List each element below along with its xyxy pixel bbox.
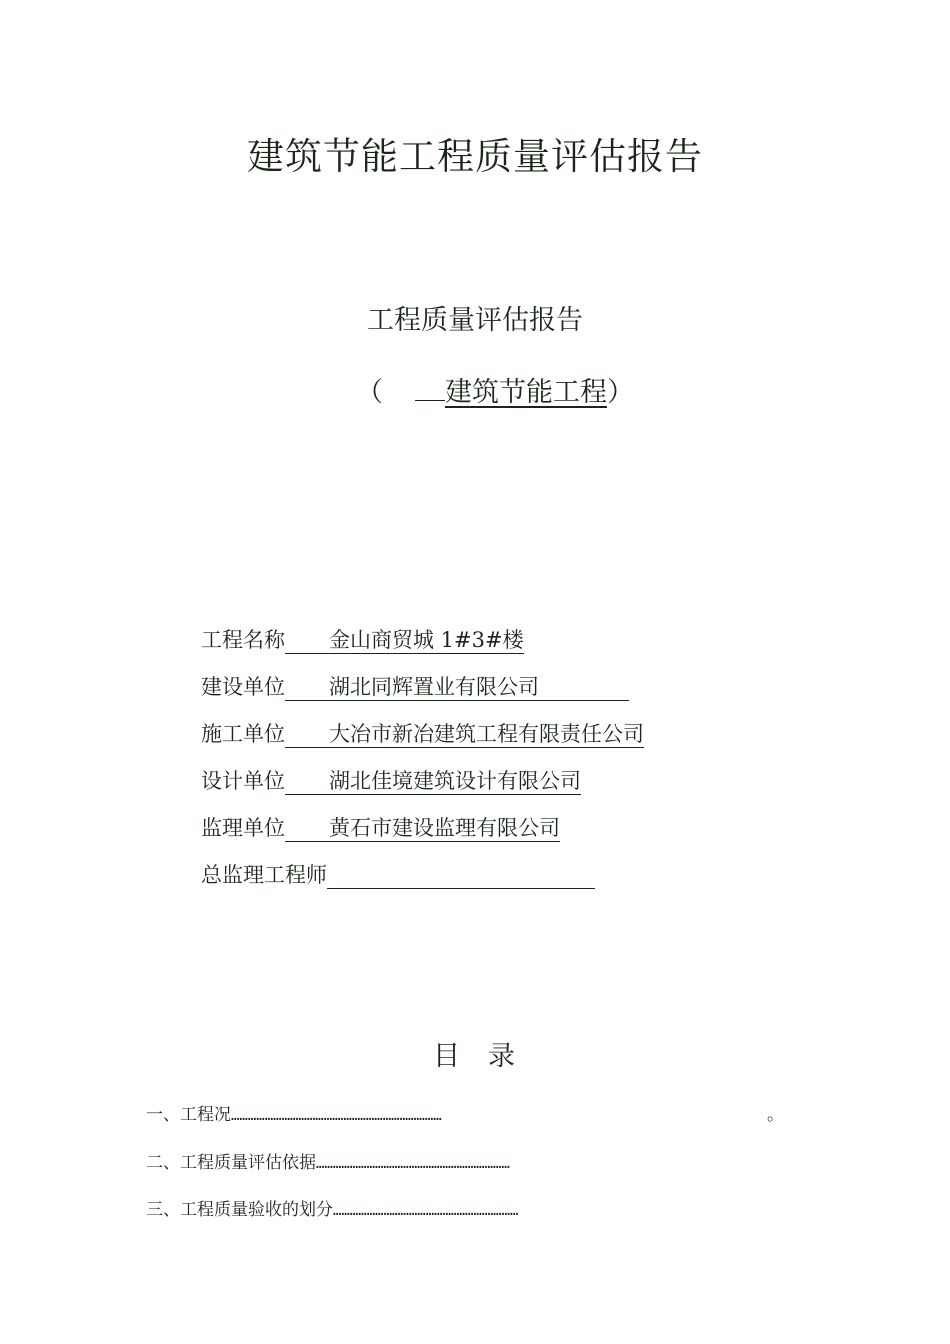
report-subtitle: 工程质量评估报告 — [367, 305, 583, 336]
underline-tail — [539, 675, 629, 701]
document-main-title: 建筑节能工程质量评估报告 — [247, 135, 703, 178]
signature-blank — [327, 863, 595, 889]
toc-title-right: 录 — [488, 1041, 515, 1072]
info-value: 湖北同辉置业有限公司 — [285, 674, 539, 701]
info-value: 黄石市建设监理有限公司 — [285, 815, 560, 842]
info-row-project-name — [201, 624, 524, 654]
project-type-text: 建筑节能工程 — [445, 377, 607, 408]
info-value: 金山商贸城 1#3#楼 — [285, 627, 524, 654]
toc-title-left: 目 — [433, 1041, 460, 1072]
toc-item-text: 二、工程质量评估依据 — [146, 1153, 316, 1173]
info-value: 湖北佳境建筑设计有限公司 — [285, 768, 581, 795]
toc-item[interactable] — [146, 1195, 796, 1220]
toc-title — [433, 1034, 515, 1073]
info-label: 施工单位 — [201, 722, 285, 746]
toc-item-text: 一、工程况 — [146, 1105, 231, 1125]
toc-item[interactable] — [146, 1148, 796, 1173]
info-label: 监理单位 — [201, 816, 285, 840]
info-label: 总监理工程师 — [201, 863, 327, 887]
close-paren: ） — [607, 377, 634, 408]
toc-item-text: 三、工程质量验收的划分 — [146, 1200, 333, 1220]
project-type-line — [356, 370, 634, 409]
info-row-designer — [201, 765, 581, 795]
toc-item-end: 。 — [767, 1105, 784, 1125]
info-row-chief-engineer — [201, 859, 595, 889]
info-row-contractor — [201, 718, 644, 748]
info-label: 建设单位 — [201, 675, 285, 699]
info-label: 设计单位 — [201, 769, 285, 793]
underline-lead — [415, 378, 445, 401]
toc-leader-dots: ………………………………………………………………… — [231, 1108, 442, 1124]
info-row-supervisor — [201, 812, 560, 842]
info-row-owner — [201, 671, 629, 701]
info-label: 工程名称 — [201, 628, 285, 652]
info-value: 大冶市新冶建筑工程有限责任公司 — [285, 721, 644, 748]
toc-leader-dots: …………………………………………………………… — [316, 1156, 510, 1172]
toc-item[interactable] — [146, 1100, 796, 1125]
open-paren: （ — [356, 377, 383, 408]
toc-leader-dots: ………………………………………………………… — [333, 1203, 519, 1219]
